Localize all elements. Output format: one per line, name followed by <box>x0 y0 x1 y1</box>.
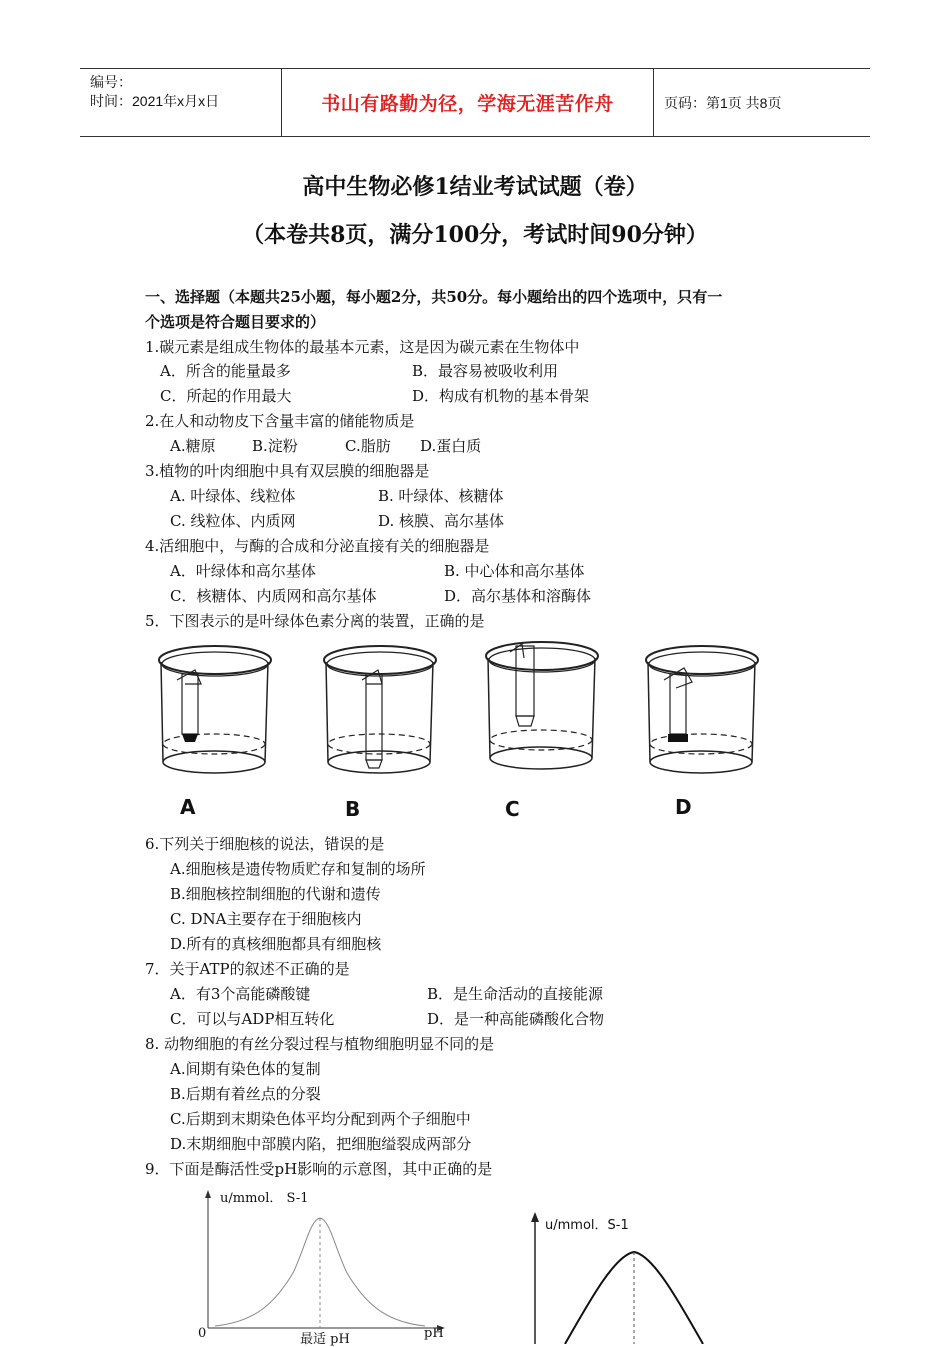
q3-option-b: B. 叶绿体、核糖体 <box>378 487 504 505</box>
section-heading-cont: 个选项是符合题目要求的） <box>145 313 326 331</box>
q7-option-d: D．是一种高能磷酸化合物 <box>427 1010 605 1028</box>
exam-title: 高中生物必修1结业考试试题（卷） <box>302 174 648 200</box>
page-header <box>80 68 870 137</box>
q1-option-b: B．最容易被吸收利用 <box>412 362 559 380</box>
q2-option-a: A.糖原 <box>170 437 216 455</box>
header-meta <box>80 69 282 136</box>
beaker-a <box>155 640 275 780</box>
q1-stem: 1.碳元素是组成生物体的最基本元素，这是因为碳元素在生物体中 <box>145 338 580 356</box>
q3-option-d: D. 核膜、高尔基体 <box>378 512 505 530</box>
graph1-origin: 0 <box>198 1326 207 1341</box>
q1-option-d: D．构成有机物的基本骨架 <box>412 387 590 405</box>
header-motto: 书山有路勤为径，学海无涯苦作舟 <box>282 69 654 136</box>
ph-graph-1 <box>195 1188 455 1344</box>
q8-stem: 8. 动物细胞的有丝分裂过程与植物细胞明显不同的是 <box>145 1035 495 1053</box>
beaker-c-label: C <box>505 797 520 821</box>
graph1-xaxis: pH <box>424 1326 444 1341</box>
header-page-info: 页码：第1页 共8页 <box>664 94 782 111</box>
graph1-xlabel: 最适 pH <box>300 1332 350 1347</box>
q4-option-b: B. 中心体和高尔基体 <box>444 562 585 580</box>
q2-stem: 2.在人和动物皮下含量丰富的储能物质是 <box>145 412 415 430</box>
q3-option-a: A. 叶绿体、线粒体 <box>170 487 296 505</box>
q4-option-a: A．叶绿体和高尔基体 <box>170 562 316 580</box>
q2-option-d: D.蛋白质 <box>420 437 482 455</box>
q4-stem: 4.活细胞中，与酶的合成和分泌直接有关的细胞器是 <box>145 537 490 555</box>
q8-option-d: D.末期细胞中部膜内陷，把细胞缢裂成两部分 <box>170 1135 472 1153</box>
number-label: 编号： <box>90 74 132 90</box>
q1-option-c: C．所起的作用最大 <box>160 387 292 405</box>
q7-option-b: B．是生命活动的直接能源 <box>427 985 604 1003</box>
q7-option-c: C．可以与ADP相互转化 <box>170 1010 335 1028</box>
q6-stem: 6.下列关于细胞核的说法，错误的是 <box>145 835 385 853</box>
q6-option-c: C. DNA主要存在于细胞核内 <box>170 910 362 928</box>
beaker-b-label: B <box>345 797 361 821</box>
q3-stem: 3.植物的叶肉细胞中具有双层膜的细胞器是 <box>145 462 430 480</box>
q6-option-a: A.细胞核是遗传物质贮存和复制的场所 <box>170 860 426 878</box>
q9-stem: 9．下面是酶活性受pH影响的示意图，其中正确的是 <box>145 1160 493 1178</box>
q4-option-d: D．高尔基体和溶酶体 <box>444 587 592 605</box>
beaker-d-label: D <box>675 795 692 819</box>
q6-option-d: D.所有的真核细胞都具有细胞核 <box>170 935 382 953</box>
q8-option-b: B.后期有着丝点的分裂 <box>170 1085 321 1103</box>
exam-subtitle: （本卷共8页，满分100分，考试时间90分钟） <box>242 222 708 248</box>
beaker-b <box>320 640 440 780</box>
beaker-c <box>482 638 602 778</box>
q8-option-c: C.后期到末期染色体平均分配到两个子细胞中 <box>170 1110 471 1128</box>
time-label: 时间：2021年x月x日 <box>90 93 220 109</box>
q2-option-b: B.淀粉 <box>252 437 298 455</box>
q7-stem: 7．关于ATP的叙述不正确的是 <box>145 960 350 978</box>
q4-option-c: C．核糖体、内质网和高尔基体 <box>170 587 377 605</box>
q3-option-c: C. 线粒体、内质网 <box>170 512 296 530</box>
q2-option-c: C.脂肪 <box>345 437 391 455</box>
beaker-a-label: A <box>180 795 196 819</box>
q1-option-a: A．所含的能量最多 <box>160 362 291 380</box>
q7-option-a: A．有3个高能磷酸键 <box>170 985 311 1003</box>
graph2-ylabel: u/mmol．S-1 <box>545 1218 629 1233</box>
section-heading: 一、选择题（本题共25小题，每小题2分，共50分。每小题给出的四个选项中，只有一 <box>145 288 723 306</box>
graph1-ylabel: u/mmol． S-1 <box>220 1191 309 1206</box>
q5-stem: 5．下图表示的是叶绿体色素分离的装置，正确的是 <box>145 612 485 630</box>
q8-option-a: A.间期有染色体的复制 <box>170 1060 321 1078</box>
beaker-d <box>642 640 762 780</box>
q6-option-b: B.细胞核控制细胞的代谢和遗传 <box>170 885 381 903</box>
